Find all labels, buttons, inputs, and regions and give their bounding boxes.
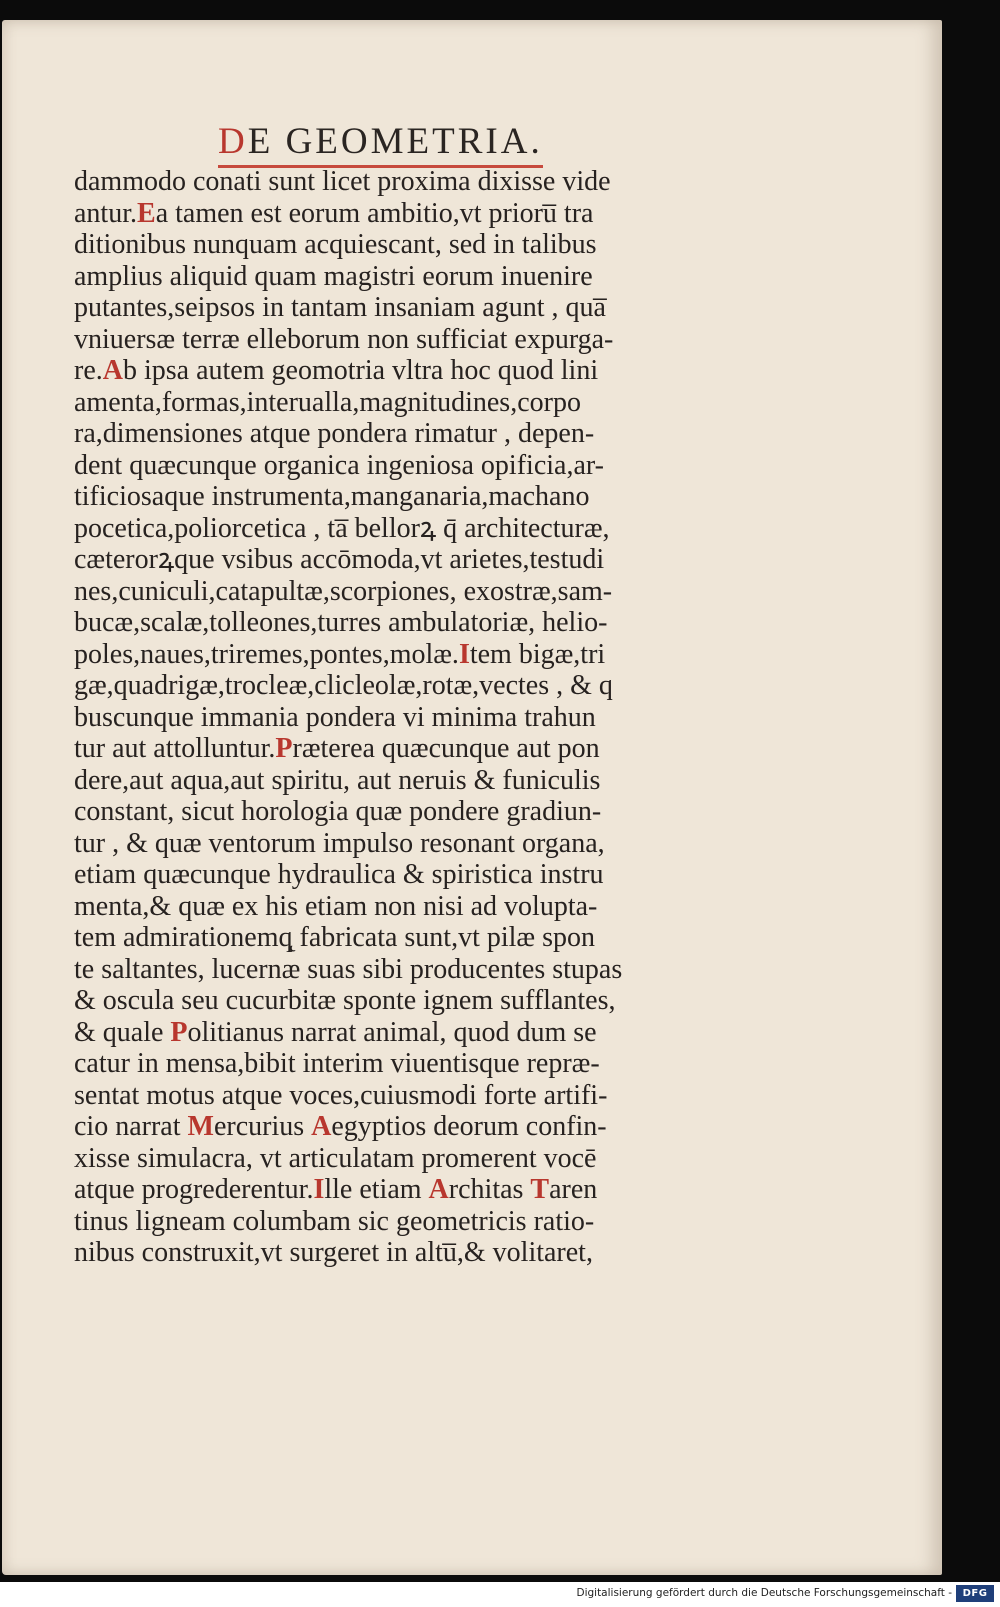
rubricated-initial: I xyxy=(313,1174,325,1205)
text-line xyxy=(74,1017,754,1049)
text-fragment: atque progrederentur. xyxy=(74,1174,314,1205)
text-fragment: tem bigæ,tri xyxy=(469,638,606,670)
text-line xyxy=(74,513,754,545)
dfg-logo-icon: DFG xyxy=(956,1585,994,1602)
footer-bar xyxy=(0,1582,1000,1607)
text-fragment: poles,naues,triremes,pontes,molæ. xyxy=(74,638,459,670)
text-fragment: sentat motus atque voces,cuiusmodi forte artifi- xyxy=(74,1079,608,1111)
text-fragment: xisse simulacra, vt articulatam promerent vocē xyxy=(74,1142,597,1174)
text-line xyxy=(74,765,754,797)
running-head-text: E GEOMETRIA. xyxy=(247,121,543,162)
text-line xyxy=(74,702,754,734)
rubricated-initial: A xyxy=(428,1174,449,1205)
text-fragment: tur aut attolluntur. xyxy=(74,733,276,764)
text-line xyxy=(74,828,754,860)
text-line xyxy=(74,1080,754,1112)
rubricated-initial: T xyxy=(530,1174,550,1205)
text-line xyxy=(74,576,754,608)
text-fragment: dammodo conati sunt licet proxima dixisse vide xyxy=(74,166,611,197)
rubricated-initial: A xyxy=(102,355,123,386)
rubricated-initial: A xyxy=(311,1111,332,1142)
text-fragment: amplius aliquid quam magistri eorum inuenire xyxy=(74,260,593,292)
text-line xyxy=(74,355,754,387)
text-line xyxy=(74,733,754,765)
text-line xyxy=(74,544,754,576)
text-line xyxy=(74,261,754,293)
text-line xyxy=(74,481,754,513)
text-fragment: antur. xyxy=(74,197,137,229)
text-line xyxy=(74,1111,754,1143)
text-line xyxy=(74,292,754,324)
text-line xyxy=(74,1143,754,1175)
text-fragment: re. xyxy=(74,355,103,386)
text-line xyxy=(74,954,754,986)
rubricated-initial: P xyxy=(275,733,293,764)
text-fragment: dent quæcunque organica ingeniosa opificia,ar- xyxy=(74,449,604,481)
body-text xyxy=(74,166,754,1269)
text-fragment: ra,dimensiones atque pondera rimatur , depen- xyxy=(74,418,595,449)
text-fragment: catur in mensa,bibit interim viuentisque repræ- xyxy=(74,1048,600,1079)
text-line xyxy=(74,1174,754,1206)
text-line xyxy=(74,985,754,1017)
text-fragment: cæterorꝝque vsibus accōmoda,vt arietes,testudi xyxy=(74,544,605,575)
text-fragment: tificiosaque instrumenta,manganaria,machano xyxy=(74,481,590,512)
text-fragment: nes,cuniculi,catapultæ,scorpiones, exostræ,sam- xyxy=(74,575,613,607)
text-fragment: nibus construxit,vt surgeret in altu̅,& volitaret, xyxy=(74,1237,593,1268)
digitization-credit: Digitalisierung gefördert durch die Deutsche Forschungsgemeinschaft - xyxy=(576,1587,952,1599)
text-fragment: & quale xyxy=(74,1016,171,1048)
rubricated-initial: E xyxy=(137,197,156,229)
text-line xyxy=(74,607,754,639)
text-line xyxy=(74,891,754,923)
text-fragment: te saltantes, lucernæ suas sibi producentes stupas xyxy=(74,953,623,985)
text-line xyxy=(74,922,754,954)
rubricated-initial: P xyxy=(170,1016,188,1048)
text-fragment: tem admirationemq̨ fabricata sunt,vt pilæ spon xyxy=(74,922,595,953)
text-line xyxy=(74,324,754,356)
rubricated-initial: I xyxy=(458,638,470,670)
text-fragment: bucæ,scalæ,tolleones,turres ambulatoriæ, helio- xyxy=(74,607,608,638)
text-fragment: constant, sicut horologia quæ pondere gradiun- xyxy=(74,796,602,827)
text-line xyxy=(74,670,754,702)
running-head xyxy=(218,120,543,168)
text-fragment: ercurius xyxy=(213,1111,312,1142)
text-fragment: pocetica,poliorcetica , ta̅ bellorꝝ q̄ architecturæ, xyxy=(74,512,610,544)
text-fragment: gæ,quadrigæ,trocleæ,clicleolæ,rotæ,vectes , & q xyxy=(74,670,613,701)
text-fragment: buscunque immania pondera vi minima trahun xyxy=(74,701,596,733)
text-fragment: b ipsa autem geomotria vltra hoc quod lini xyxy=(123,355,599,386)
text-fragment: aren xyxy=(549,1174,598,1205)
text-fragment: amenta,formas,interualla,magnitudines,corpo xyxy=(74,386,581,418)
text-line xyxy=(74,859,754,891)
text-fragment: putantes,seipsos in tantam insaniam agunt , qua̅ xyxy=(74,292,606,323)
text-line xyxy=(74,1237,754,1269)
text-fragment: ditionibus nunquam acquiescant, sed in talibus xyxy=(74,229,597,260)
text-fragment: vniuersæ terræ elleborum non sufficiat expurga- xyxy=(74,323,614,355)
text-line xyxy=(74,450,754,482)
text-fragment: olitianus narrat animal, quod dum se xyxy=(187,1016,597,1048)
text-fragment: cio narrat xyxy=(74,1111,188,1142)
text-fragment: & oscula seu cucurbitæ sponte ignem sufflantes, xyxy=(74,985,616,1016)
text-fragment: lle etiam xyxy=(324,1174,429,1205)
text-line xyxy=(74,229,754,261)
text-line xyxy=(74,166,754,198)
text-fragment: dere,aut aqua,aut spiritu, aut neruis & funiculis xyxy=(74,764,601,796)
text-fragment: rchitas xyxy=(448,1174,531,1205)
text-fragment: tinus ligneam columbam sic geometricis ratio- xyxy=(74,1205,595,1237)
rubricated-initial: M xyxy=(187,1111,214,1142)
text-fragment: ræterea quæcunque aut pon xyxy=(292,733,600,764)
running-head-initial: D xyxy=(218,121,248,162)
text-line xyxy=(74,1048,754,1080)
text-line xyxy=(74,198,754,230)
text-fragment: tur , & quæ ventorum impulso resonant organa, xyxy=(74,827,605,859)
text-line xyxy=(74,1206,754,1238)
text-line xyxy=(74,639,754,671)
text-line xyxy=(74,796,754,828)
text-line xyxy=(74,418,754,450)
text-fragment: a tamen est eorum ambitio,vt prioru̅ tra xyxy=(155,197,594,229)
text-fragment: egyptios deorum confin- xyxy=(331,1111,607,1142)
text-line xyxy=(74,387,754,419)
text-fragment: menta,& quæ ex his etiam non nisi ad volupta- xyxy=(74,890,598,922)
text-fragment: etiam quæcunque hydraulica & spiristica instru xyxy=(74,859,604,890)
